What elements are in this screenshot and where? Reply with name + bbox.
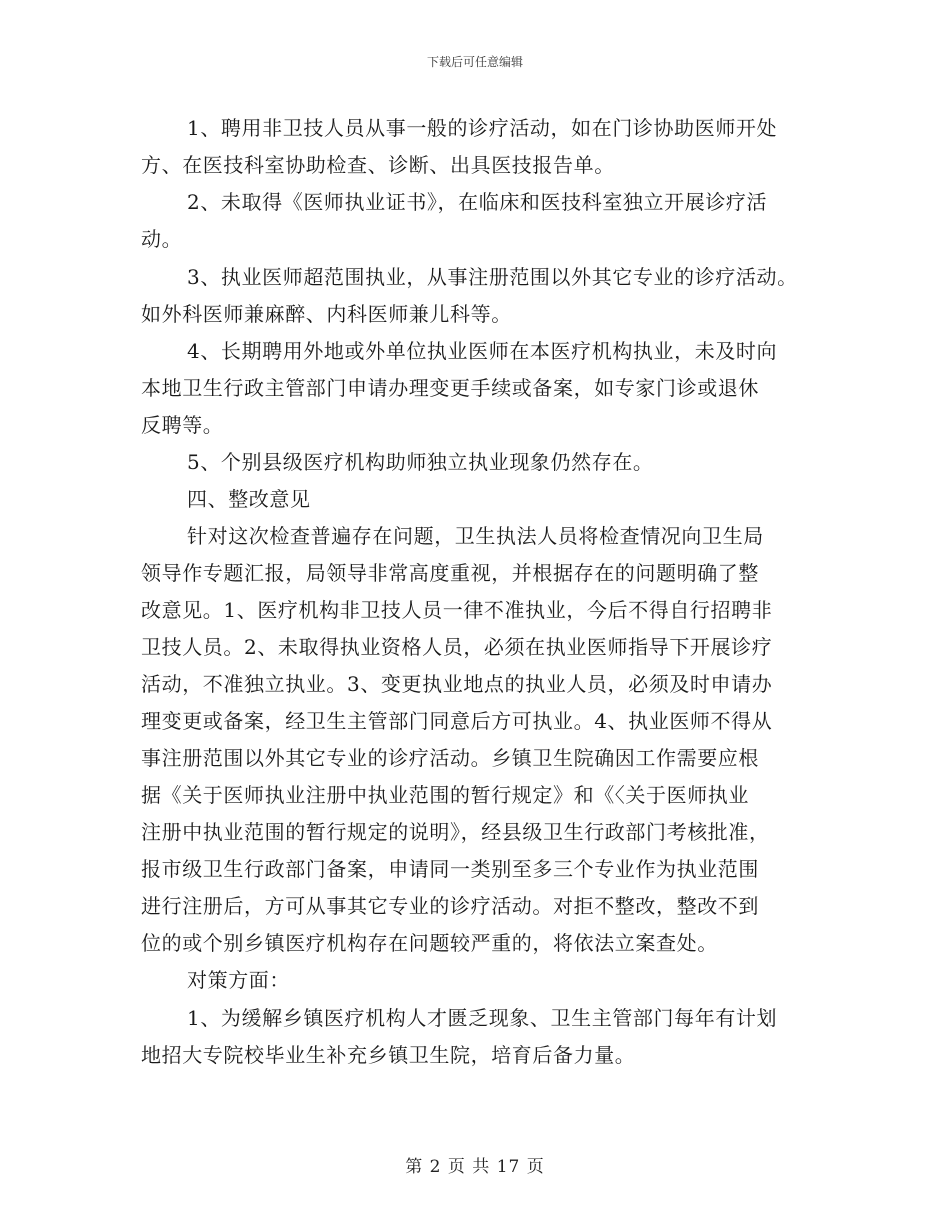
- paragraph-line: 据《关于医师执业注册中执业范围的暂行规定》和《〈关于医师执业: [141, 783, 749, 807]
- paragraph-line: 针对这次检查普遍存在问题，卫生执法人员将检查情况向卫生局: [187, 524, 764, 548]
- paragraph-line: 活动，不准独立执业。3、变更执业地点的执业人员，必须及时申请办: [141, 672, 773, 696]
- paragraph-line: 地招大专院校毕业生补充乡镇卫生院，培育后备力量。: [141, 1043, 636, 1067]
- paragraph-line: 理变更或备案，经卫生主管部门同意后方可执业。4、执业医师不得从: [141, 709, 773, 733]
- paragraph-line: 4、长期聘用外地或外单位执业医师在本医疗机构执业，未及时向: [187, 339, 778, 363]
- paragraph-line: 方、在医技科室协助检查、诊断、出具医技报告单。: [141, 153, 615, 177]
- paragraph-line: 反聘等。: [141, 413, 224, 437]
- page-header: 下载后可任意编辑: [426, 55, 523, 69]
- page-footer: 第 2 页 共 17 页: [405, 1157, 545, 1177]
- paragraph-line: 注册中执业范围的暂行规定的说明》，经县级卫生行政部门考核批准，: [141, 820, 770, 844]
- paragraph-line: 2、未取得《医师执业证书》，在临床和医技科室独立开展诊疗活: [187, 190, 768, 214]
- paragraph-line: 进行注册后，方可从事其它专业的诊疗活动。对拒不整改，整改不到: [141, 894, 759, 918]
- paragraph-line: 5、个别县级医疗机构助师独立执业现象仍然存在。: [187, 450, 654, 474]
- paragraph-line: 如外科医师兼麻醉、内科医师兼儿科等。: [141, 302, 512, 326]
- section-heading: 对策方面：: [187, 968, 290, 992]
- paragraph-line: 3、执业医师超范围执业，从事注册范围以外其它专业的诊疗活动。: [187, 265, 798, 289]
- section-heading: 四、整改意见: [187, 487, 311, 511]
- paragraph-line: 事注册范围以外其它专业的诊疗活动。乡镇卫生院确因工作需要应根: [141, 746, 759, 770]
- paragraph-line: 领导作专题汇报，局领导非常高度重视，并根据存在的问题明确了整: [141, 561, 759, 585]
- paragraph-line: 报市级卫生行政部门备案，申请同一类别至多三个专业作为执业范围: [141, 857, 759, 881]
- paragraph-line: 卫技人员。2、未取得执业资格人员，必须在执业医师指导下开展诊疗: [141, 635, 773, 659]
- paragraph-line: 位的或个别乡镇医疗机构存在问题较严重的，将依法立案查处。: [141, 931, 718, 955]
- paragraph-line: 本地卫生行政主管部门申请办理变更手续或备案，如专家门诊或退休: [141, 376, 759, 400]
- paragraph-line: 1、为缓解乡镇医疗机构人才匮乏现象、卫生主管部门每年有计划: [187, 1006, 778, 1030]
- paragraph-line: 改意见。1、医疗机构非卫技人员一律不准执业，今后不得自行招聘非: [141, 598, 773, 622]
- paragraph-line: 动。: [141, 227, 183, 251]
- paragraph-line: 1、聘用非卫技人员从事一般的诊疗活动，如在门诊协助医师开处: [187, 116, 778, 140]
